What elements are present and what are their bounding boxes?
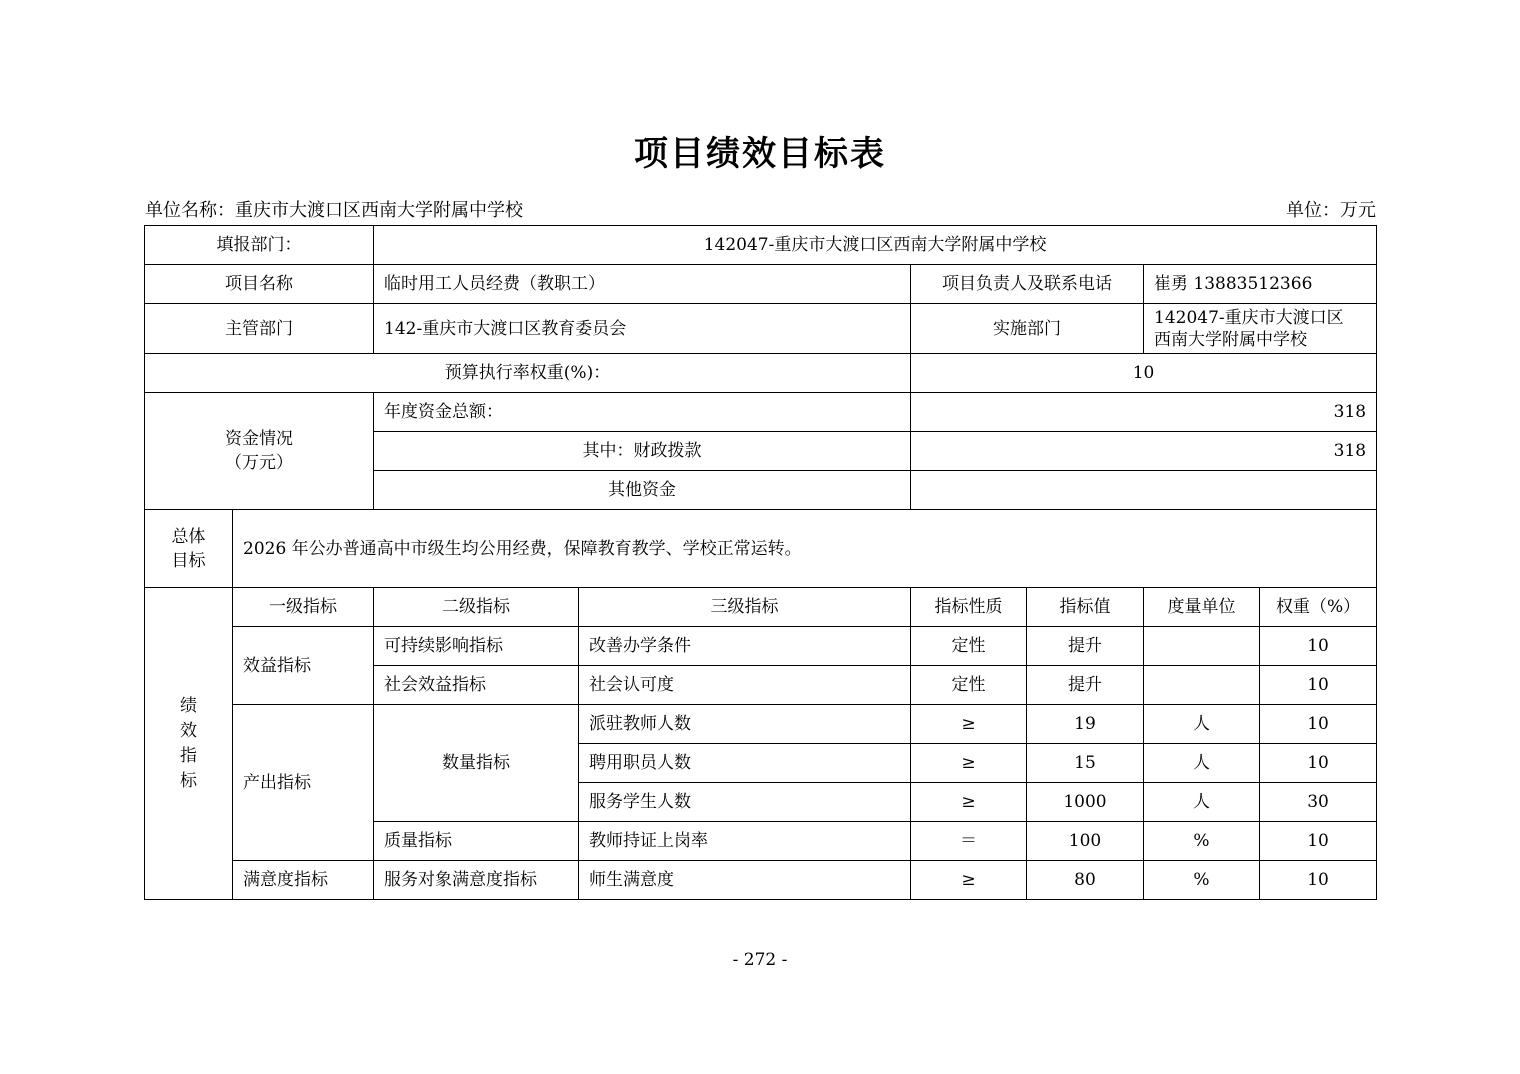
level2-service: 服务对象满意度指标 <box>374 861 579 900</box>
level1-benefit: 效益指标 <box>233 627 374 705</box>
contact-value: 崔勇 13883512366 <box>1144 265 1377 304</box>
indicator-unit: 人 <box>1144 744 1260 783</box>
indicator-nature: 定性 <box>911 627 1027 666</box>
indicator-name: 聘用职员人数 <box>579 744 911 783</box>
funds-row-total <box>145 393 1377 432</box>
level2-quality: 质量指标 <box>374 822 579 861</box>
indicator-value: 80 <box>1027 861 1144 900</box>
annual-total-value: 318 <box>911 393 1377 432</box>
indicator-unit <box>1144 666 1260 705</box>
supervisor-value: 142-重庆市大渡口区教育委员会 <box>374 304 911 354</box>
indicator-weight: 10 <box>1260 666 1377 705</box>
supervisor-label: 主管部门 <box>145 304 374 354</box>
indicator-weight: 10 <box>1260 627 1377 666</box>
indicator-name: 教师持证上岗率 <box>579 822 911 861</box>
goal-label-line1: 总体 <box>171 526 206 547</box>
unit-name: 单位名称：重庆市大渡口区西南大学附属中学校 <box>145 200 523 221</box>
impl-dept-line1: 142047-重庆市大渡口区 <box>1154 307 1344 328</box>
indicator-name: 派驻教师人数 <box>579 705 911 744</box>
fill-dept-value: 142047-重庆市大渡口区西南大学附属中学校 <box>374 226 1377 265</box>
goal-label-line2: 目标 <box>171 550 206 571</box>
indicator-unit: 人 <box>1144 705 1260 744</box>
level2-quantity: 数量指标 <box>374 705 579 822</box>
page-title: 项目绩效目标表 <box>634 134 886 174</box>
budget-weight-value: 10 <box>911 354 1377 393</box>
budget-weight-label: 预算执行率权重(%)： <box>145 354 911 393</box>
indicator-unit: % <box>1144 822 1260 861</box>
page-number: - 272 - <box>732 950 788 970</box>
indicator-unit <box>1144 627 1260 666</box>
indicator-name: 改善办学条件 <box>579 627 911 666</box>
indicator-value: 15 <box>1027 744 1144 783</box>
project-name-label: 项目名称 <box>145 265 374 304</box>
indicator-nature: ≥ <box>911 705 1027 744</box>
indicator-nature: ＝ <box>911 822 1027 861</box>
indicator-unit: % <box>1144 861 1260 900</box>
indicator-value: 提升 <box>1027 627 1144 666</box>
fiscal-label: 其中：财政拨款 <box>374 432 911 471</box>
impl-dept-value <box>1144 304 1377 354</box>
project-name-value: 临时用工人员经费（教职工） <box>374 265 911 304</box>
header-weight: 权重（%） <box>1260 588 1377 627</box>
header-level3: 三级指标 <box>579 588 911 627</box>
indicator-weight: 10 <box>1260 705 1377 744</box>
goal-row <box>145 510 1377 588</box>
other-funds-value <box>911 471 1377 510</box>
table-row <box>145 861 1377 900</box>
indicator-name: 社会认可度 <box>579 666 911 705</box>
header-level2: 二级指标 <box>374 588 579 627</box>
level2-social: 社会效益指标 <box>374 666 579 705</box>
indicator-nature: ≥ <box>911 744 1027 783</box>
indicator-header-row <box>145 588 1377 627</box>
header-level1: 一级指标 <box>233 588 374 627</box>
level2-sustainable: 可持续影响指标 <box>374 627 579 666</box>
indicator-name: 服务学生人数 <box>579 783 911 822</box>
annual-total-label: 年度资金总额： <box>374 393 911 432</box>
indicator-nature: ≥ <box>911 783 1027 822</box>
dept-row <box>145 304 1377 354</box>
currency-unit: 单位：万元 <box>1286 200 1376 221</box>
fiscal-value: 318 <box>911 432 1377 471</box>
section-char: 指 <box>180 745 197 766</box>
impl-dept-line2: 西南大学附属中学校 <box>1154 329 1307 350</box>
budget-weight-row <box>145 354 1377 393</box>
indicator-value: 100 <box>1027 822 1144 861</box>
level1-output: 产出指标 <box>233 705 374 861</box>
indicator-nature: ≥ <box>911 861 1027 900</box>
funds-label-line2: （万元） <box>225 453 293 473</box>
header-value: 指标值 <box>1027 588 1144 627</box>
indicator-weight: 10 <box>1260 822 1377 861</box>
level1-satisfaction: 满意度指标 <box>233 861 374 900</box>
impl-dept-label: 实施部门 <box>911 304 1144 354</box>
fill-dept-label: 填报部门： <box>145 226 374 265</box>
other-funds-label: 其他资金 <box>374 471 911 510</box>
funds-label <box>145 393 374 510</box>
indicator-value: 1000 <box>1027 783 1144 822</box>
goal-text: 2026 年公办普通高中市级生均公用经费，保障教育教学、学校正常运转。 <box>233 510 1377 588</box>
performance-table <box>144 225 1377 900</box>
goal-label <box>145 510 233 588</box>
indicator-weight: 30 <box>1260 783 1377 822</box>
indicator-nature: 定性 <box>911 666 1027 705</box>
section-char: 标 <box>180 770 197 791</box>
indicator-value: 19 <box>1027 705 1144 744</box>
section-char: 效 <box>180 720 197 741</box>
indicator-weight: 10 <box>1260 744 1377 783</box>
header-nature: 指标性质 <box>911 588 1027 627</box>
funds-label-line1: 资金情况 <box>225 429 293 449</box>
section-char: 绩 <box>180 695 197 716</box>
indicator-unit: 人 <box>1144 783 1260 822</box>
table-row <box>145 705 1377 744</box>
contact-label: 项目负责人及联系电话 <box>911 265 1144 304</box>
header-unit: 度量单位 <box>1144 588 1260 627</box>
table-row <box>145 627 1377 666</box>
fill-dept-row <box>145 226 1377 265</box>
indicator-value: 提升 <box>1027 666 1144 705</box>
indicators-section-label <box>145 588 233 900</box>
indicator-name: 师生满意度 <box>579 861 911 900</box>
indicator-weight: 10 <box>1260 861 1377 900</box>
project-row <box>145 265 1377 304</box>
